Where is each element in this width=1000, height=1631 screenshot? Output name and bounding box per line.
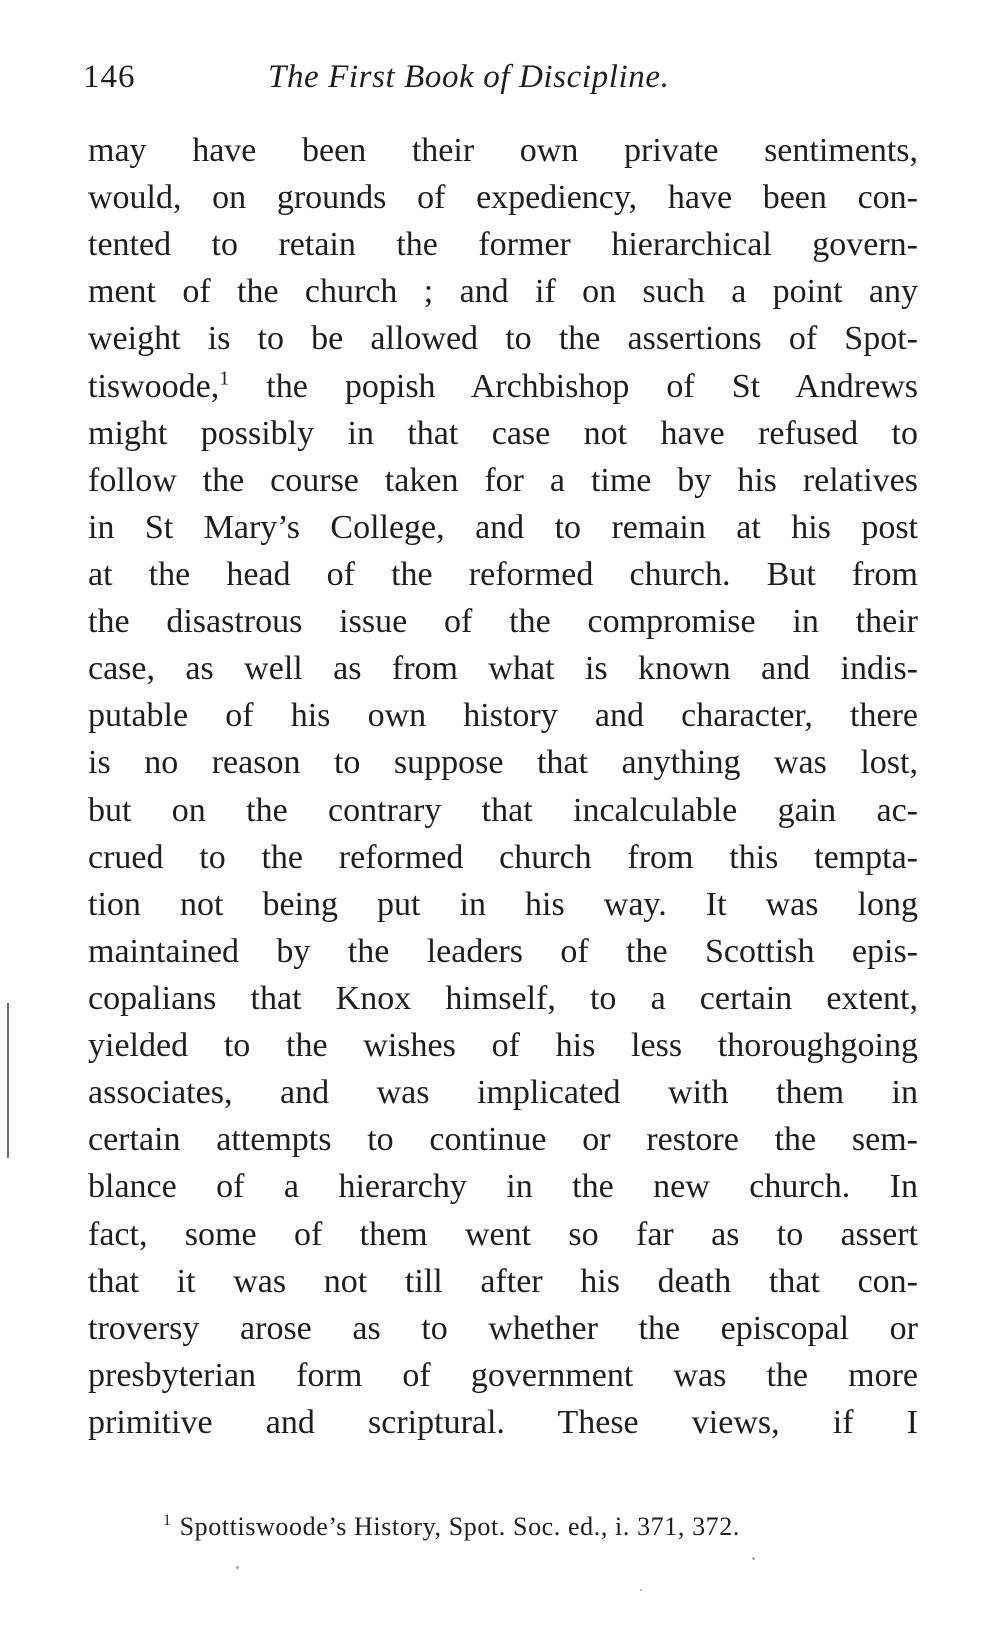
text-line: crued to the reformed church from this tempta-	[88, 838, 918, 876]
text-line-segment: the popish Archbishop of St Andrews	[229, 367, 918, 405]
text-line: copalians that Knox himself, to a certain extent,	[88, 979, 918, 1017]
page-number: 146	[83, 59, 136, 95]
paper-speck	[640, 1589, 642, 1591]
body-text	[88, 127, 918, 1493]
footnote	[163, 1507, 863, 1547]
running-head-title: The First Book of Discipline.	[268, 59, 670, 95]
running-head	[83, 55, 913, 99]
footnote-reference: 1	[219, 367, 230, 390]
text-line: would, on grounds of expediency, have been con-	[88, 179, 918, 217]
footnote-text: Spottiswoode’s History, Spot. Soc. ed., i. 371, 372.	[179, 1512, 740, 1541]
text-line: in St Mary’s College, and to remain at his post	[88, 508, 918, 546]
text-line: may have been their own private sentiments,	[88, 132, 918, 169]
text-line-with-footnote-ref	[88, 363, 918, 410]
text-line: putable of his own history and character, there	[88, 697, 918, 735]
text-line: tion not being put in his way. It was long	[88, 885, 918, 923]
text-line: ment of the church ; and if on such a point any	[88, 273, 918, 311]
text-line: might possibly in that case not have refused to	[88, 414, 918, 452]
footnote-marker: 1	[163, 1512, 172, 1530]
text-line: tented to retain the former hierarchical govern-	[88, 226, 918, 264]
text-line: primitive and scriptural. These views, if I	[88, 1403, 918, 1441]
text-line: is no reason to suppose that anything was lost,	[88, 744, 918, 782]
text-line-segment: tiswoode,	[88, 367, 220, 405]
paper-speck	[752, 1557, 755, 1560]
text-line: case, as well as from what is known and indis-	[88, 650, 918, 688]
margin-pencil-mark	[7, 1003, 9, 1158]
text-line: troversy arose as to whether the episcopal or	[88, 1309, 918, 1347]
text-line: that it was not till after his death that con-	[88, 1262, 918, 1300]
text-line: maintained by the leaders of the Scottish epis-	[88, 932, 918, 970]
text-line: certain attempts to continue or restore the sem-	[88, 1121, 918, 1159]
text-line: follow the course taken for a time by his relatives	[88, 461, 918, 499]
text-line: associates, and was implicated with them in	[88, 1074, 918, 1112]
text-line: the disastrous issue of the compromise in their	[88, 603, 918, 641]
text-line	[88, 1446, 918, 1493]
text-line: fact, some of them went so far as to assert	[88, 1215, 918, 1253]
text-line: yielded to the wishes of his less thoroughgoing	[88, 1027, 918, 1065]
text-line: weight is to be allowed to the assertions of Spot-	[88, 320, 918, 358]
text-line: at the head of the reformed church. But from	[88, 555, 918, 593]
paper-speck	[236, 1566, 239, 1569]
text-line: but on the contrary that incalculable gain ac-	[88, 791, 918, 829]
text-line: presbyterian form of government was the more	[88, 1356, 918, 1394]
text-line: blance of a hierarchy in the new church. In	[88, 1168, 918, 1206]
